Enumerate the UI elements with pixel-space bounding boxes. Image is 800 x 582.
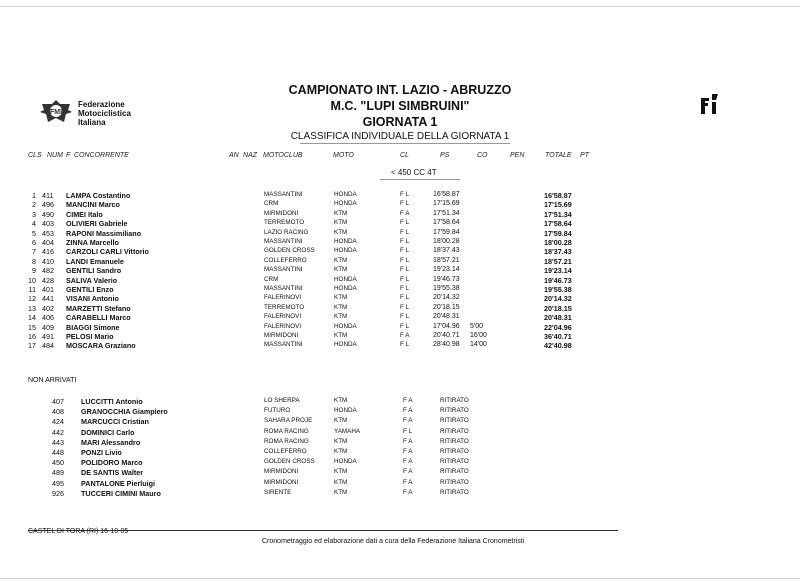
dnf-competitor: TUCCERI CIMINI Mauro <box>81 488 161 498</box>
dnf-moto: KTM <box>334 478 348 486</box>
dnf-class: F A <box>403 437 413 445</box>
row-class: F L <box>400 313 410 321</box>
row-competitor: MARZETTI Stefano <box>66 303 131 313</box>
row-ps: 18'00.28 <box>433 238 460 245</box>
col-naz: NAZ <box>243 152 257 159</box>
row-ps: 17'51.34 <box>433 209 460 217</box>
row-competitor: GENTILI Sandro <box>66 266 122 276</box>
row-position: 7 <box>32 247 36 257</box>
dnf-class: F A <box>403 478 413 486</box>
dnf-number: 407 <box>52 397 64 406</box>
row-number: 441 <box>42 294 54 304</box>
result-row <box>0 304 800 314</box>
dnf-motoclub: LO SHERPA <box>264 397 300 404</box>
row-competitor: SALIVA Valerio <box>66 275 118 285</box>
row-position: 14 <box>28 313 36 323</box>
row-number: 406 <box>42 313 54 323</box>
dnf-class: F A <box>403 448 413 455</box>
dnf-competitor: MARI Alessandro <box>81 437 141 447</box>
dnf-class: F A <box>403 458 413 466</box>
row-motoclub: TERREMOTO <box>264 219 305 227</box>
row-position: 2 <box>32 200 36 210</box>
row-competitor: MOSCARA Graziano <box>66 341 136 351</box>
row-number: 428 <box>42 275 54 285</box>
dnf-motoclub: MIRMIDONI <box>264 468 299 476</box>
row-number: 453 <box>42 228 54 238</box>
row-motoclub: FALERINOVI <box>264 294 302 302</box>
row-position: 1 <box>32 191 36 200</box>
dnf-number: 926 <box>52 488 64 498</box>
dnf-number: 489 <box>52 468 64 478</box>
result-row <box>0 341 800 351</box>
row-moto: HONDA <box>334 275 357 283</box>
dnf-competitor: DE SANTIS Walter <box>81 468 144 478</box>
result-row <box>0 238 800 248</box>
dnf-number: 424 <box>52 417 64 427</box>
row-number: 496 <box>42 200 54 210</box>
dnf-competitor: LUCCITTI Antonio <box>81 397 143 406</box>
dnf-status: RITIRATO <box>440 448 469 455</box>
result-row <box>0 266 800 276</box>
dnf-number: 408 <box>52 407 64 417</box>
row-total: 17'58.64 <box>544 219 572 229</box>
row-class: F A <box>400 332 410 339</box>
row-moto: HONDA <box>334 285 357 292</box>
page-border-bottom <box>0 578 800 579</box>
result-row <box>0 323 800 333</box>
row-ps: 20'48.31 <box>433 313 460 321</box>
row-moto: KTM <box>334 228 348 236</box>
fi-logo-icon <box>699 92 721 116</box>
row-moto: HONDA <box>334 200 357 208</box>
row-motoclub: GOLDEN CROSS <box>264 247 315 255</box>
row-total: 20'14.32 <box>544 294 572 304</box>
row-competitor: BIAGGI Simone <box>66 322 120 332</box>
dnf-status: RITIRATO <box>440 407 469 415</box>
row-position: 17 <box>28 341 36 351</box>
row-class: F L <box>400 266 410 274</box>
row-total: 20'48.31 <box>544 313 572 323</box>
dnf-row <box>0 479 800 489</box>
row-ps: 17'15.69 <box>433 200 460 208</box>
dnf-class: F A <box>403 417 413 425</box>
dnf-status: RITIRATO <box>440 397 469 404</box>
row-moto: KTM <box>334 266 348 274</box>
row-total: 18'37.43 <box>544 247 572 257</box>
col-an: AN <box>229 152 239 159</box>
row-total: 18'57.21 <box>544 256 572 266</box>
dnf-motoclub: GOLDEN CROSS <box>264 458 315 466</box>
row-competitor: RAPONI Massimiliano <box>66 228 142 238</box>
row-motoclub: MIRMIDONI <box>264 332 299 339</box>
row-ps: 19'23.14 <box>433 266 460 274</box>
col-pen: PEN <box>510 152 525 159</box>
dnf-motoclub: SIRENTE <box>264 488 292 496</box>
row-competitor: OLIVIERI Gabriele <box>66 219 128 229</box>
page-border-top <box>0 6 800 7</box>
row-total: 42'40.98 <box>544 341 572 351</box>
col-cls: CLS <box>28 152 42 159</box>
col-ps: PS <box>440 152 450 159</box>
row-moto: KTM <box>334 209 348 217</box>
row-position: 12 <box>28 294 36 304</box>
row-motoclub: CRM <box>264 275 279 283</box>
row-competitor: CARZOLI CARLI Vittorio <box>66 247 149 257</box>
dnf-class: F A <box>403 397 413 404</box>
dnf-moto: KTM <box>334 397 348 404</box>
row-class: F L <box>400 275 410 283</box>
row-motoclub: LAZIO RACING <box>264 228 309 236</box>
dnf-moto: HONDA <box>334 458 357 466</box>
dnf-motoclub: SAHARA PROJE <box>264 417 313 425</box>
svg-text:FMI: FMI <box>49 109 63 116</box>
row-class: F A <box>400 209 410 217</box>
row-motoclub: MASSANTINI <box>264 285 303 292</box>
dnf-class: F A <box>403 468 413 476</box>
row-co: 5'00 <box>470 322 484 330</box>
row-ps: 20'40.71 <box>433 332 460 339</box>
dnf-status: RITIRATO <box>440 427 469 435</box>
row-position: 10 <box>28 275 36 285</box>
row-position: 13 <box>28 303 36 313</box>
federation-line-3: Italiana <box>78 118 106 127</box>
dnf-motoclub: ROMA RACING <box>264 437 309 445</box>
row-number: 409 <box>42 322 54 332</box>
result-row <box>0 294 800 304</box>
row-position: 5 <box>32 228 36 238</box>
row-competitor: VISANI Antonio <box>66 294 119 304</box>
row-class: F L <box>400 200 410 208</box>
row-ps: 20'14.32 <box>433 294 460 302</box>
dnf-row <box>0 448 800 458</box>
result-row <box>0 332 800 342</box>
dnf-row <box>0 417 800 427</box>
dnf-status: RITIRATO <box>440 458 469 466</box>
dnf-competitor: PANTALONE Pierluigi <box>81 478 156 488</box>
dnf-competitor: POLIDORO Marco <box>81 458 143 468</box>
dnf-competitor: GRANOCCHIA Giampiero <box>81 407 168 417</box>
dnf-motoclub: MIRMIDONI <box>264 478 299 486</box>
row-position: 8 <box>32 256 36 266</box>
dnf-moto: KTM <box>334 417 348 425</box>
row-number: 401 <box>42 285 54 294</box>
row-number: 484 <box>42 341 54 351</box>
row-position: 15 <box>28 322 36 332</box>
row-total: 17'59.84 <box>544 228 572 238</box>
col-moto: MOTO <box>333 152 354 159</box>
result-row <box>0 257 800 267</box>
result-row <box>0 200 800 210</box>
col-co: CO <box>477 152 488 159</box>
federation-line-1: Federazione <box>78 100 125 109</box>
row-class: F L <box>400 303 410 311</box>
row-moto: HONDA <box>334 238 357 245</box>
dnf-number: 495 <box>52 478 64 488</box>
row-competitor: LAMPA Costantino <box>66 191 131 200</box>
subtitle-underline <box>300 143 510 144</box>
row-class: F L <box>400 247 410 255</box>
row-class: F L <box>400 285 410 292</box>
dnf-moto: KTM <box>334 437 348 445</box>
row-moto: HONDA <box>334 322 357 330</box>
dnf-moto: KTM <box>334 488 348 496</box>
dnf-class: F A <box>403 488 413 496</box>
championship-title: CAMPIONATO INT. LAZIO - ABRUZZO <box>288 83 512 97</box>
row-motoclub: MASSANTINI <box>264 341 303 349</box>
row-ps: 20'18.15 <box>433 303 460 311</box>
result-row <box>0 285 800 295</box>
row-moto: HONDA <box>334 247 357 255</box>
row-total: 17'15.69 <box>544 200 572 210</box>
row-total: 36'40.71 <box>544 332 572 341</box>
row-number: 403 <box>42 219 54 229</box>
round-title: GIORNATA 1 <box>362 115 438 129</box>
dnf-moto: KTM <box>334 448 348 455</box>
row-ps: 17'59.84 <box>433 228 460 236</box>
result-row <box>0 229 800 239</box>
row-class: F L <box>400 191 410 198</box>
dnf-competitor: DOMINICI Carlo <box>81 427 135 437</box>
row-ps: 19'55.38 <box>433 285 460 292</box>
class-label: < 450 CC 4T <box>391 168 437 177</box>
row-ps: 28'40.98 <box>433 341 460 349</box>
row-number: 411 <box>42 191 54 200</box>
row-position: 6 <box>32 238 36 247</box>
row-competitor: CIMEI Italo <box>66 209 103 219</box>
row-position: 11 <box>28 285 36 294</box>
dnf-class: F A <box>403 407 413 415</box>
dnf-motoclub: FUTURO <box>264 407 291 415</box>
row-moto: HONDA <box>334 341 357 349</box>
row-total: 18'00.28 <box>544 238 572 247</box>
row-total: 16'58.87 <box>544 191 572 200</box>
row-position: 9 <box>32 266 36 276</box>
row-ps: 17'04.96 <box>433 322 460 330</box>
row-class: F L <box>400 238 410 245</box>
classification-subtitle: CLASSIFICA INDIVIDUALE DELLA GIORNATA 1 <box>290 131 510 142</box>
dnf-row <box>0 458 800 468</box>
col-motoclub: MOTOCLUB <box>263 152 303 159</box>
row-moto: KTM <box>334 303 348 311</box>
row-number: 410 <box>42 256 54 266</box>
dnf-competitor: PONZI Livio <box>81 448 122 457</box>
row-competitor: ZINNA Marcello <box>66 238 119 247</box>
row-number: 402 <box>42 303 54 313</box>
non-arrivati-heading: NON ARRIVATI <box>28 377 77 384</box>
dnf-number: 443 <box>52 437 64 447</box>
row-total: 22'04.96 <box>544 322 572 332</box>
class-underline <box>380 179 460 180</box>
dnf-status: RITIRATO <box>440 488 469 496</box>
dnf-number: 442 <box>52 427 64 437</box>
dnf-row <box>0 428 800 438</box>
row-total: 20'18.15 <box>544 303 572 313</box>
dnf-moto: HONDA <box>334 407 357 415</box>
col-f: F <box>66 152 71 159</box>
federation-name <box>78 100 131 127</box>
row-motoclub: MIRMIDONI <box>264 209 299 217</box>
result-row <box>0 210 800 220</box>
row-number: 404 <box>42 238 54 247</box>
row-number: 416 <box>42 247 54 257</box>
row-competitor: GENTILI Enzo <box>66 285 114 294</box>
row-competitor: PELOSI Mario <box>66 332 114 341</box>
row-ps: 19'46.73 <box>433 275 460 283</box>
dnf-status: RITIRATO <box>440 478 469 486</box>
result-row <box>0 313 800 323</box>
dnf-number: 450 <box>52 458 64 468</box>
federation-line-2: Motociclistica <box>78 109 131 118</box>
fmi-logo-icon <box>38 98 74 126</box>
row-ps: 18'57.21 <box>433 256 460 264</box>
timing-credits: Cronometraggio ed elaborazione dati a cura della Federazione Italiana Cronometristi <box>262 538 525 545</box>
row-ps: 17'58.64 <box>433 219 460 227</box>
result-row <box>0 276 800 286</box>
dnf-status: RITIRATO <box>440 468 469 476</box>
club-title: M.C. "LUPI SIMBRUINI" <box>330 99 470 113</box>
dnf-competitor: MARCUCCI Cristian <box>81 417 149 427</box>
row-moto: KTM <box>334 256 348 264</box>
row-moto: KTM <box>334 313 348 321</box>
col-totale: TOTALE <box>545 152 572 159</box>
dnf-status: RITIRATO <box>440 417 469 425</box>
dnf-class: F L <box>403 427 413 435</box>
row-number: 482 <box>42 266 54 276</box>
row-competitor: LANDI Emanuele <box>66 256 124 266</box>
row-motoclub: FALERINOVI <box>264 322 302 330</box>
dnf-motoclub: ROMA RACING <box>264 427 309 435</box>
row-competitor: MANCINI Marco <box>66 200 120 210</box>
dnf-row <box>0 489 800 499</box>
row-co: 16'00 <box>470 332 487 339</box>
result-row <box>0 191 800 201</box>
row-position: 4 <box>32 219 36 229</box>
col-concorrente: CONCORRENTE <box>74 152 129 159</box>
row-total: 19'46.73 <box>544 275 572 285</box>
row-motoclub: MASSANTINI <box>264 191 303 198</box>
result-row <box>0 219 800 229</box>
dnf-moto: KTM <box>334 468 348 476</box>
row-motoclub: FALERINOVI <box>264 313 302 321</box>
place-date: CASTEL DI TORA (RI) 16-10-05 <box>28 528 129 535</box>
col-num: NUM <box>47 152 63 159</box>
row-class: F L <box>400 341 410 349</box>
row-total: 19'55.38 <box>544 285 572 294</box>
row-position: 3 <box>32 209 36 219</box>
col-cl: CL <box>400 152 409 159</box>
col-pt: PT <box>580 152 589 159</box>
result-row <box>0 247 800 257</box>
row-total: 17'51.34 <box>544 209 572 219</box>
row-class: F L <box>400 228 410 236</box>
row-motoclub: TERREMOTO <box>264 303 305 311</box>
row-moto: KTM <box>334 332 348 339</box>
row-motoclub: MASSANTINI <box>264 266 303 274</box>
row-ps: 16'58.87 <box>433 191 460 198</box>
row-class: F L <box>400 219 410 227</box>
dnf-row <box>0 407 800 417</box>
row-number: 491 <box>42 332 54 341</box>
dnf-status: RITIRATO <box>440 437 469 445</box>
row-motoclub: MASSANTINI <box>264 238 303 245</box>
dnf-row <box>0 397 800 407</box>
row-moto: HONDA <box>334 191 357 198</box>
row-moto: KTM <box>334 219 348 227</box>
row-position: 16 <box>28 332 36 341</box>
row-total: 19'23.14 <box>544 266 572 276</box>
dnf-motoclub: COLLEFERRO <box>264 448 307 455</box>
dnf-row <box>0 438 800 448</box>
row-motoclub: CRM <box>264 200 279 208</box>
row-motoclub: COLLEFERRO <box>264 256 307 264</box>
row-class: F L <box>400 322 410 330</box>
dnf-moto: YAMAHA <box>334 427 361 435</box>
row-class: F L <box>400 256 410 264</box>
row-moto: KTM <box>334 294 348 302</box>
row-class: F L <box>400 294 410 302</box>
row-co: 14'00 <box>470 341 487 349</box>
row-ps: 18'37.43 <box>433 247 460 255</box>
row-number: 490 <box>42 209 54 219</box>
dnf-row <box>0 468 800 478</box>
dnf-number: 448 <box>52 448 64 457</box>
row-competitor: CARABELLI Marco <box>66 313 131 323</box>
